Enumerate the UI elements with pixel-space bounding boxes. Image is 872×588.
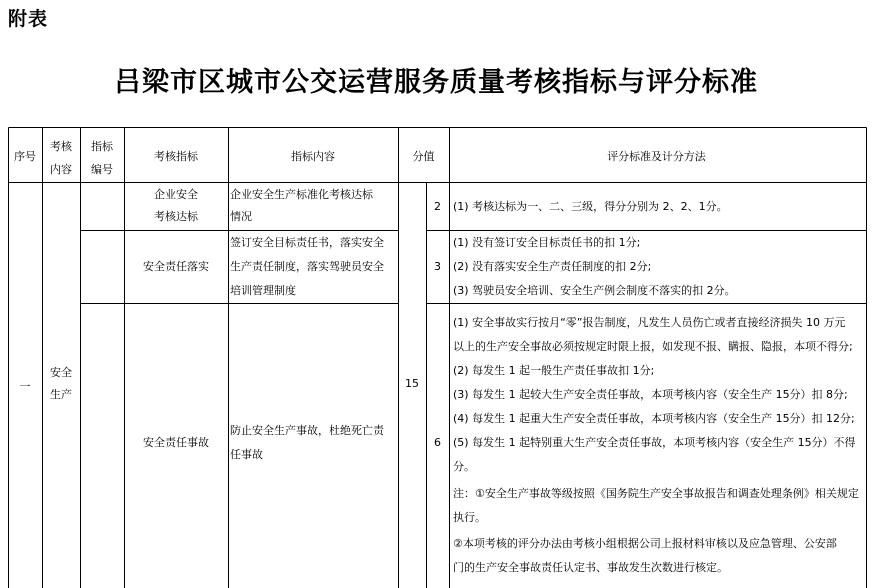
- row3-content-line2: 任事故: [230, 448, 263, 461]
- row3-criteria-line2: 以上的生产安全事故必须按规定时限上报，如发现不报、瞒报、隐报，本项不得分;: [453, 340, 853, 353]
- section-seq: 一: [19, 380, 31, 393]
- row3-criteria-line6: (5) 每发生 1 起特别重大生产安全责任事故，本项考核内容（安全生产 15分）不得: [453, 436, 856, 449]
- section-category-line1: 安全: [50, 366, 72, 379]
- row3-criteria-line5: (4) 每发生 1 起重大生产安全责任事故，本项考核内容（安全生产 15分）扣 12分;: [453, 412, 855, 425]
- row2-indicator: 安全责任落实: [143, 260, 209, 273]
- row2-criteria-line2: (2) 没有落实安全生产责任制度的扣 2分;: [453, 260, 652, 273]
- row3-criteria-line1: (1) 安全事故实行按月“零”报告制度，凡发生人员伤亡或者直接经济损失 10 万元: [453, 316, 846, 329]
- page-title: 吕梁市区城市公交运营服务质量考核指标与评分标准: [114, 67, 758, 98]
- header-index-line2: 编号: [91, 163, 113, 176]
- row3-criteria-line4: (3) 每发生 1 起较大生产安全责任事故，本项考核内容（安全生产 15分）扣 8分;: [453, 388, 848, 401]
- row1-indicator-line2: 考核达标: [154, 210, 198, 223]
- row2-criteria-line1: (1) 没有签订安全目标责任书的扣 1分;: [453, 236, 641, 249]
- row1-content-line1: 企业安全生产标准化考核达标: [230, 188, 373, 201]
- row3-criteria-line7: 分。: [453, 460, 475, 473]
- row3-criteria-line8: 注：①安全生产事故等级按照《国务院生产安全事故报告和调查处理条例》相关规定: [453, 487, 859, 500]
- header-method: 评分标准及计分方法: [607, 150, 706, 163]
- row3-indicator: 安全责任事故: [143, 436, 209, 449]
- header-score: 分值: [412, 150, 435, 163]
- row3-criteria-line10: ②本项考核的评分办法由考核小组根据公司上报材料审核以及应急管理、公安部: [453, 537, 837, 550]
- header-index-line1: 指标: [91, 140, 113, 153]
- row3-content-line1: 防止安全生产事故，杜绝死亡责: [230, 424, 384, 437]
- row1-indicator-line1: 企业安全: [154, 188, 198, 201]
- row2-content-line2: 生产责任制度，落实驾驶员安全: [230, 260, 384, 273]
- row1-content-line2: 情况: [230, 210, 252, 223]
- row2-criteria-line3: (3) 驾驶员安全培训、安全生产例会制度不落实的扣 2分。: [453, 284, 736, 297]
- row3-criteria-line3: (2) 每发生 1 起一般生产责任事故扣 1分;: [453, 364, 655, 377]
- section-category-line2: 生产: [50, 388, 72, 401]
- row1-criteria-line1: (1) 考核达标为一、二、三级，得分分别为 2、2、1分。: [453, 200, 728, 213]
- attachment-label: 附表: [8, 8, 49, 30]
- header-category-line2: 内容: [50, 163, 72, 176]
- row2-content-line3: 培训管理制度: [230, 284, 296, 297]
- header-content: 指标内容: [291, 150, 335, 163]
- header-category-line1: 考核: [50, 140, 72, 153]
- row2-content-line1: 签订安全目标责任书，落实安全: [230, 236, 384, 249]
- section-total-score: 15: [405, 377, 419, 390]
- row3-criteria-line9: 执行。: [453, 511, 486, 524]
- row3-score: 6: [434, 436, 441, 449]
- header-seq: 序号: [14, 150, 36, 163]
- row2-score: 3: [434, 260, 441, 273]
- row3-criteria-line11: 门的生产安全事故责任认定书、事故发生次数进行核定。: [453, 561, 728, 574]
- row1-score: 2: [434, 200, 441, 213]
- header-indicator: 考核指标: [154, 150, 198, 163]
